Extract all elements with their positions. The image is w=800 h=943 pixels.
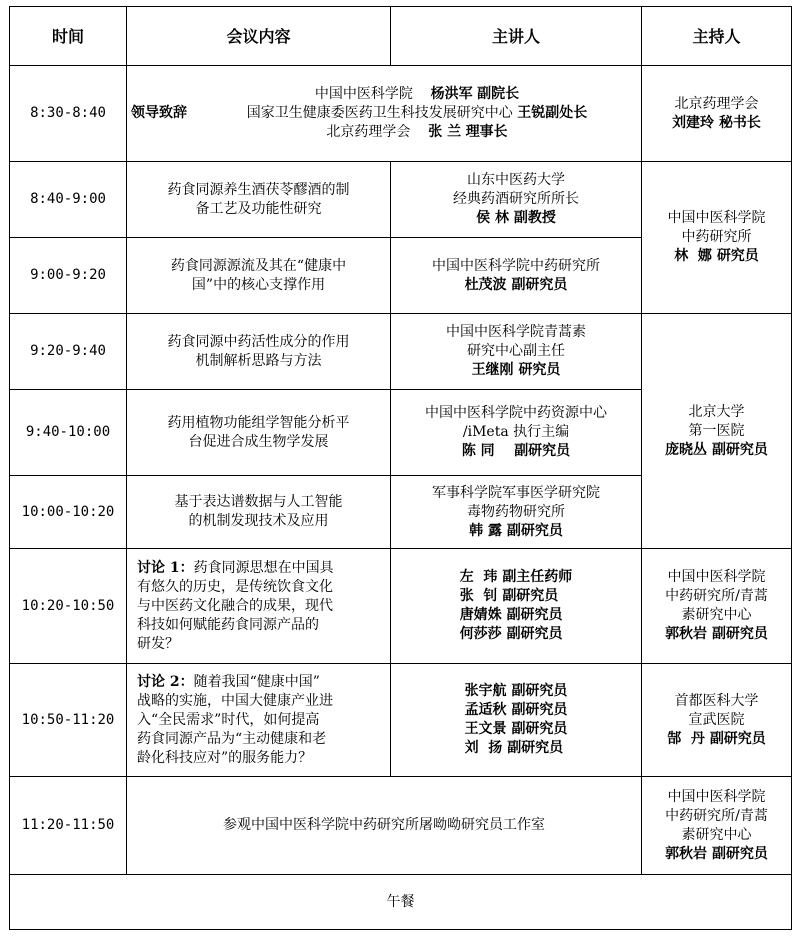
time-cell: 11:20-11:50 bbox=[10, 777, 127, 875]
opening-speaker: 国家卫生健康委医药卫生科技发展研究中心 王锐副处长 bbox=[246, 105, 588, 121]
speaker-cell: 中国中医科学院中药研究所 杜茂波 副研究员 bbox=[391, 238, 642, 314]
discussion-cell: 讨论 2：随着我国“健康中国” 战略的实施，中国大健康产业进 入“全民需求”时代，如何提高 药食同源产品为“主动健康和老 龄化科技应对”的服务能力？ bbox=[127, 664, 391, 777]
discussion-cell: 讨论 1：药食同源思想在中国具 有悠久的历史，是传统饮食文化 与中医药文化融合的成果，现代 科技如何赋能药食同源产品的 研发？ bbox=[127, 549, 391, 664]
content-cell: 药用植物功能组学智能分析平 台促进合成生物学发展 bbox=[127, 390, 391, 476]
table-row bbox=[10, 875, 792, 930]
host-cell: 中国中医科学院 中药研究所/青蒿 素研究中心 郭秋岩 副研究员 bbox=[642, 777, 792, 875]
table-row bbox=[10, 162, 792, 238]
content-cell: 药食同源源流及其在“健康中 国”中的核心支撑作用 bbox=[127, 238, 391, 314]
host-cell: 首都医科大学 宣武医院 郜 丹 副研究员 bbox=[642, 664, 792, 777]
time-cell: 9:40-10:00 bbox=[10, 390, 127, 476]
header-content: 会议内容 bbox=[127, 7, 391, 66]
table-row bbox=[10, 777, 792, 875]
host-cell: 中国中医科学院 中药研究所/青蒿 素研究中心 郭秋岩 副研究员 bbox=[642, 549, 792, 664]
content-cell: 基于表达谱数据与人工智能 的机制发现技术及应用 bbox=[127, 476, 391, 549]
speaker-cell: 张宇航 副研究员 孟适秋 副研究员 王文景 副研究员 刘 扬 副研究员 bbox=[391, 664, 642, 777]
speaker-cell: 左 玮 副主任药师 张 钊 副研究员 唐婧姝 副研究员 何莎莎 副研究员 bbox=[391, 549, 642, 664]
header-host: 主持人 bbox=[642, 7, 792, 66]
host-cell: 中国中医科学院 中药研究所 林 娜 研究员 bbox=[642, 162, 792, 314]
header-row bbox=[10, 7, 792, 66]
table-row bbox=[10, 549, 792, 664]
table-row bbox=[10, 314, 792, 390]
lunch-cell: 午餐 bbox=[10, 875, 792, 930]
time-cell: 10:00-10:20 bbox=[10, 476, 127, 549]
visit-cell: 参观中国中医科学院中药研究所屠呦呦研究员工作室 bbox=[127, 777, 642, 875]
time-cell: 10:50-11:20 bbox=[10, 664, 127, 777]
time-cell: 9:20-9:40 bbox=[10, 314, 127, 390]
table-row bbox=[10, 664, 792, 777]
content-cell: 药食同源养生酒茯苓醪酒的制 备工艺及功能性研究 bbox=[127, 162, 391, 238]
header-time: 时间 bbox=[10, 7, 127, 66]
time-cell: 8:40-9:00 bbox=[10, 162, 127, 238]
speaker-cell: 中国中医科学院中药资源中心 /iMeta 执行主编 陈 同 副研究员 bbox=[391, 390, 642, 476]
host-cell: 北京大学 第一医院 庞晓丛 副研究员 bbox=[642, 314, 792, 549]
opening-label: 领导致辞 bbox=[131, 105, 187, 121]
time-cell: 10:20-10:50 bbox=[10, 549, 127, 664]
time-cell: 9:00-9:20 bbox=[10, 238, 127, 314]
agenda-table bbox=[9, 6, 792, 930]
content-cell: 药食同源中药活性成分的作用 机制解析思路与方法 bbox=[127, 314, 391, 390]
speaker-cell: 军事科学院军事医学研究院 毒物药物研究所 韩 露 副研究员 bbox=[391, 476, 642, 549]
table-row bbox=[10, 66, 792, 162]
speaker-cell: 中国中医科学院青蒿素 研究中心副主任 王继刚 研究员 bbox=[391, 314, 642, 390]
opening-speaker: 北京药理学会 张 兰 理事长 bbox=[326, 124, 508, 140]
opening-speaker: 中国中医科学院 杨洪军 副院长 bbox=[314, 86, 520, 102]
speaker-cell: 山东中医药大学 经典药酒研究所所长 侯 林 副教授 bbox=[391, 162, 642, 238]
time-cell: 8:30-8:40 bbox=[10, 66, 127, 162]
host-cell: 北京药理学会 刘建玲 秘书长 bbox=[642, 66, 792, 162]
header-speaker: 主讲人 bbox=[391, 7, 642, 66]
opening-cell bbox=[127, 66, 642, 162]
